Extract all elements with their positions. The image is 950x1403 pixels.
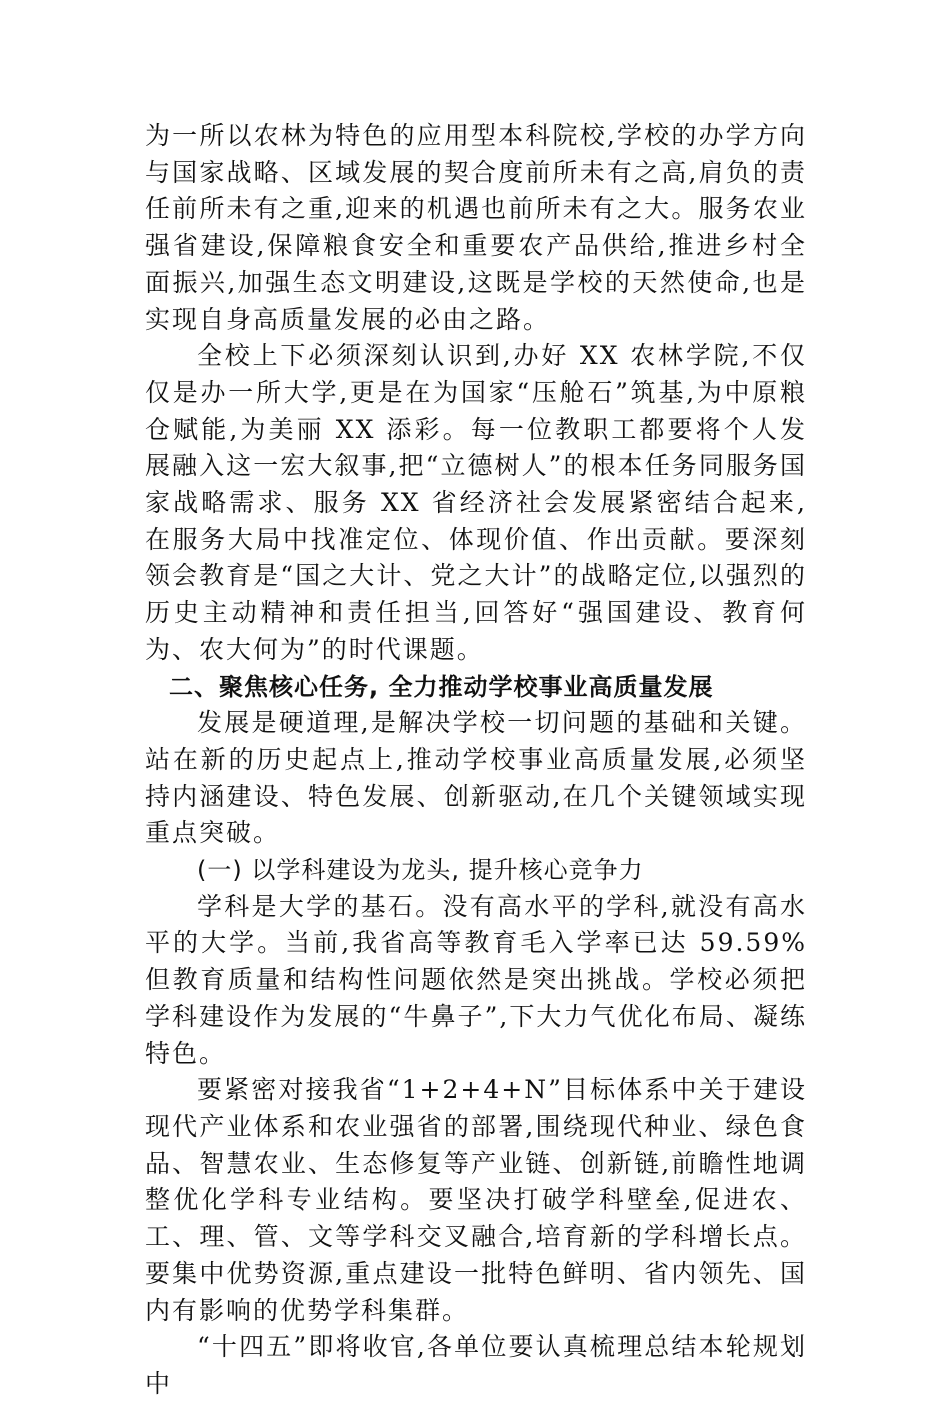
document-body: [145, 118, 807, 1403]
paragraph-mission: 为一所以农林为特色的应用型本科院校,学校的办学方向与国家战略、区域发展的契合度前所未有之高,肩负的责任前所未有之重,迎来的机遇也前所未有之大。服务农业强省建设,保障粮食安全和重要农产品供给,推进乡村全面振兴,加强生态文明建设,这既是学校的天然使命,也是实现自身高质量发展的必由之路。: [145, 121, 807, 334]
paragraph-development: 发展是硬道理,是解决学校一切问题的基础和关键。站在新的历史起点上,推动学校事业高质量发展,必须坚持内涵建设、特色发展、创新驱动,在几个关键领域实现重点突破。: [145, 708, 807, 848]
paragraph-five-year-plan: “十四五”即将收官,各单位要认真梳理总结本轮规划中: [145, 1332, 807, 1398]
subsection-heading-discipline: (一) 以学科建设为龙头, 提升核心竞争力: [197, 856, 644, 885]
section-heading-core-tasks: 二、聚焦核心任务, 全力推动学校事业高质量发展: [169, 672, 714, 701]
paragraph-discipline-foundation: 学科是大学的基石。没有高水平的学科,就没有高水平的大学。当前,我省高等教育毛入学率已达 59.59%但教育质量和结构性问题依然是突出挑战。学校必须把学科建设作为发展的“牛鼻子”,下大力气优化布局、凝练特色。: [145, 891, 807, 1068]
paragraph-awareness: 全校上下必须深刻认识到,办好 XX 农林学院,不仅仅是办一所大学,更是在为国家“压舱石”筑基,为中原粮仓赋能,为美丽 XX 添彩。每一位教职工都要将个人发展融入这一宏大叙事,把“立德树人”的根本任务同服务国家战略需求、服务 XX 省经济社会发展紧密结合起来,在服务大局中找准定位、体现价值、作出贡献。要深刻领会教育是“国之大计、党之大计”的战略定位,以强烈的历史主动精神和责任担当,回答好“强国建设、教育何为、农大何为”的时代课题。: [145, 341, 807, 664]
paragraph-discipline-plan: 要紧密对接我省“1+2+4+N”目标体系中关于建设现代产业体系和农业强省的部署,围绕现代种业、绿色食品、智慧农业、生态修复等产业链、创新链,前瞻性地调整优化学科专业结构。要坚决打破学科壁垒,促进农、工、理、管、文等学科交叉融合,培育新的学科增长点。要集中优势资源,重点建设一批特色鲜明、省内领先、国内有影响的优势学科集群。: [145, 1075, 807, 1325]
